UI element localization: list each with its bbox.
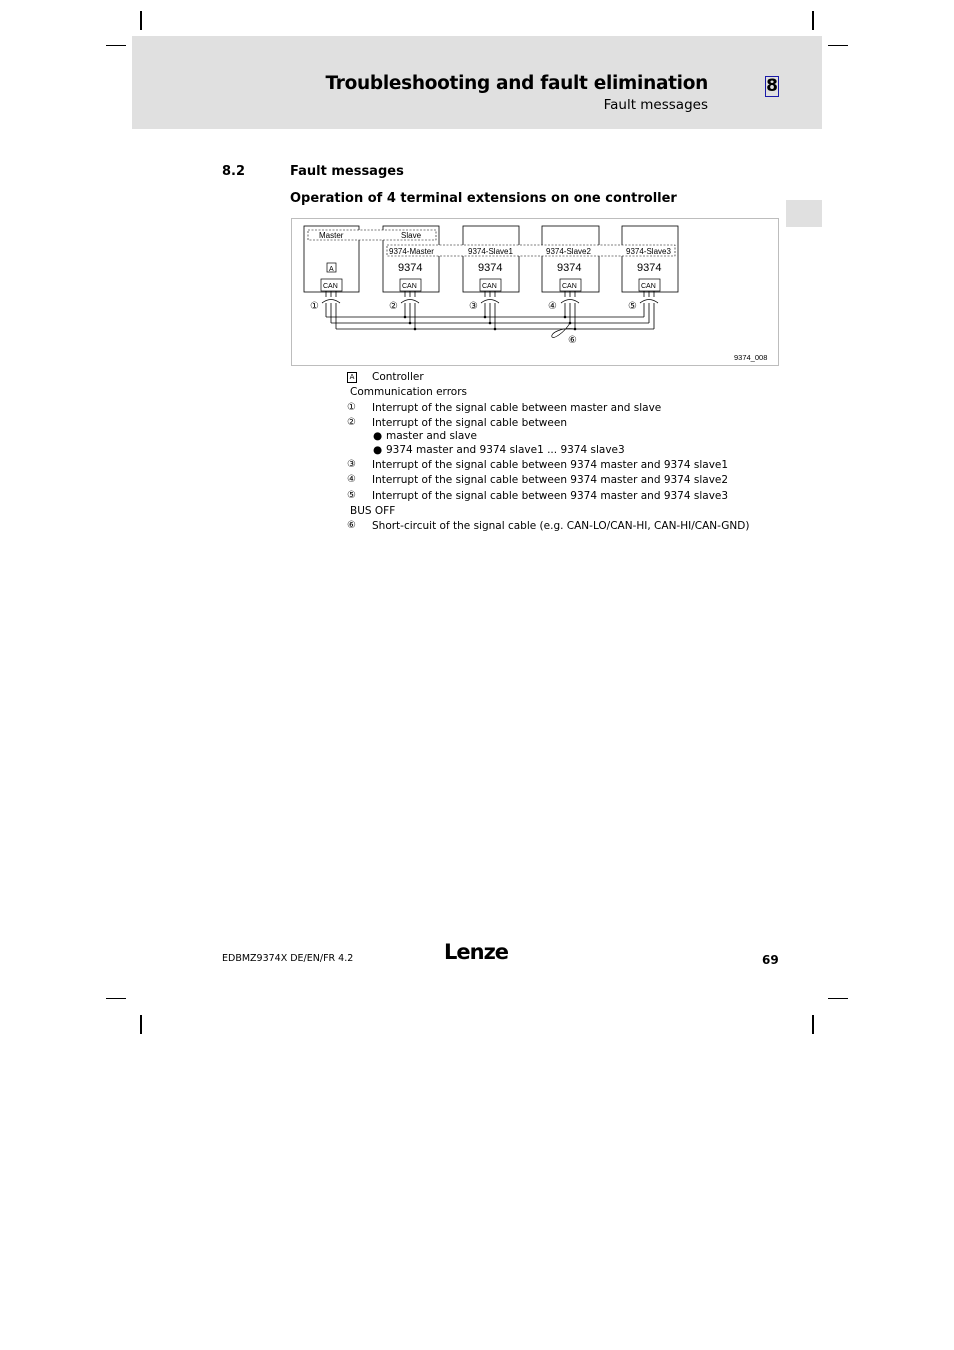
crop-mark	[140, 1015, 142, 1034]
legend-text: Interrupt of the signal cable between 9374 master and 9374 slave1	[372, 459, 729, 471]
legend-key: ④	[347, 474, 356, 485]
legend-text: Interrupt of the signal cable between master and slave	[372, 402, 662, 414]
can-label: CAN	[482, 283, 497, 290]
marker: ②	[389, 301, 398, 312]
legend-key: ③	[347, 459, 356, 470]
legend-bullet-text: 9374 master and 9374 slave1 ... 9374 slave3	[386, 444, 625, 456]
crop-mark	[828, 998, 848, 999]
master-label: Master	[319, 231, 344, 240]
legend-key: ①	[347, 402, 356, 413]
crop-mark	[812, 1015, 814, 1034]
unit-label: 9374-Master	[389, 247, 434, 256]
unit-label: 9374-Slave3	[626, 247, 671, 256]
unit-label: 9374-Slave2	[546, 247, 591, 256]
figure-id: 9374_008	[734, 353, 768, 362]
marker: ⑥	[568, 335, 577, 346]
controller-key: A	[329, 266, 334, 273]
marker: ④	[548, 301, 557, 312]
legend-text: Interrupt of the signal cable between 9374 master and 9374 slave3	[372, 490, 729, 502]
crop-mark	[140, 11, 142, 30]
bullet-icon: ●	[373, 430, 383, 442]
page-number: 69	[762, 953, 779, 967]
lenze-logo: Lenze	[444, 940, 509, 964]
unit-type: 9374	[398, 262, 423, 274]
chapter-title: Troubleshooting and fault elimination	[325, 73, 708, 94]
crop-mark	[812, 11, 814, 30]
legend-key: ②	[347, 417, 356, 428]
section-title: Fault messages	[290, 164, 404, 179]
can-label: CAN	[323, 283, 338, 290]
can-label: CAN	[562, 283, 577, 290]
marker: ①	[310, 301, 319, 312]
crop-mark	[106, 998, 126, 999]
chapter-number: 8	[766, 76, 778, 96]
crop-mark	[828, 45, 848, 46]
unit-type: 9374	[478, 262, 503, 274]
unit-label: 9374-Slave1	[468, 247, 513, 256]
legend-key: ⑤	[347, 490, 356, 501]
unit-type: 9374	[637, 262, 662, 274]
network-diagram-svg	[292, 219, 778, 365]
footer-doc-ref: EDBMZ9374X DE/EN/FR 4.2	[222, 953, 354, 964]
marker: ③	[469, 301, 478, 312]
can-label: CAN	[402, 283, 417, 290]
legend-heading-text: Communication errors	[350, 386, 467, 398]
section-number: 8.2	[222, 164, 246, 179]
legend-text: Controller	[372, 371, 424, 383]
slave-label: Slave	[401, 231, 422, 240]
subsection-title: Operation of 4 terminal extensions on one controller	[290, 191, 677, 206]
legend-bullet-text: master and slave	[386, 430, 477, 442]
legend-heading-text: BUS OFF	[350, 505, 396, 517]
legend-text: Interrupt of the signal cable between	[372, 417, 567, 429]
legend-key: ⑥	[347, 520, 356, 531]
chapter-subtitle: Fault messages	[603, 97, 708, 113]
legend-text: Interrupt of the signal cable between 9374 master and 9374 slave2	[372, 474, 729, 486]
side-tab	[786, 200, 822, 227]
bullet-icon: ●	[373, 444, 383, 456]
crop-mark	[106, 45, 126, 46]
legend-key: A	[347, 372, 357, 383]
legend-text: Short-circuit of the signal cable (e.g. CAN-LO/CAN-HI, CAN-HI/CAN-GND)	[372, 520, 750, 532]
unit-type: 9374	[557, 262, 582, 274]
network-diagram	[291, 218, 779, 366]
can-label: CAN	[641, 283, 656, 290]
marker: ⑤	[628, 301, 637, 312]
